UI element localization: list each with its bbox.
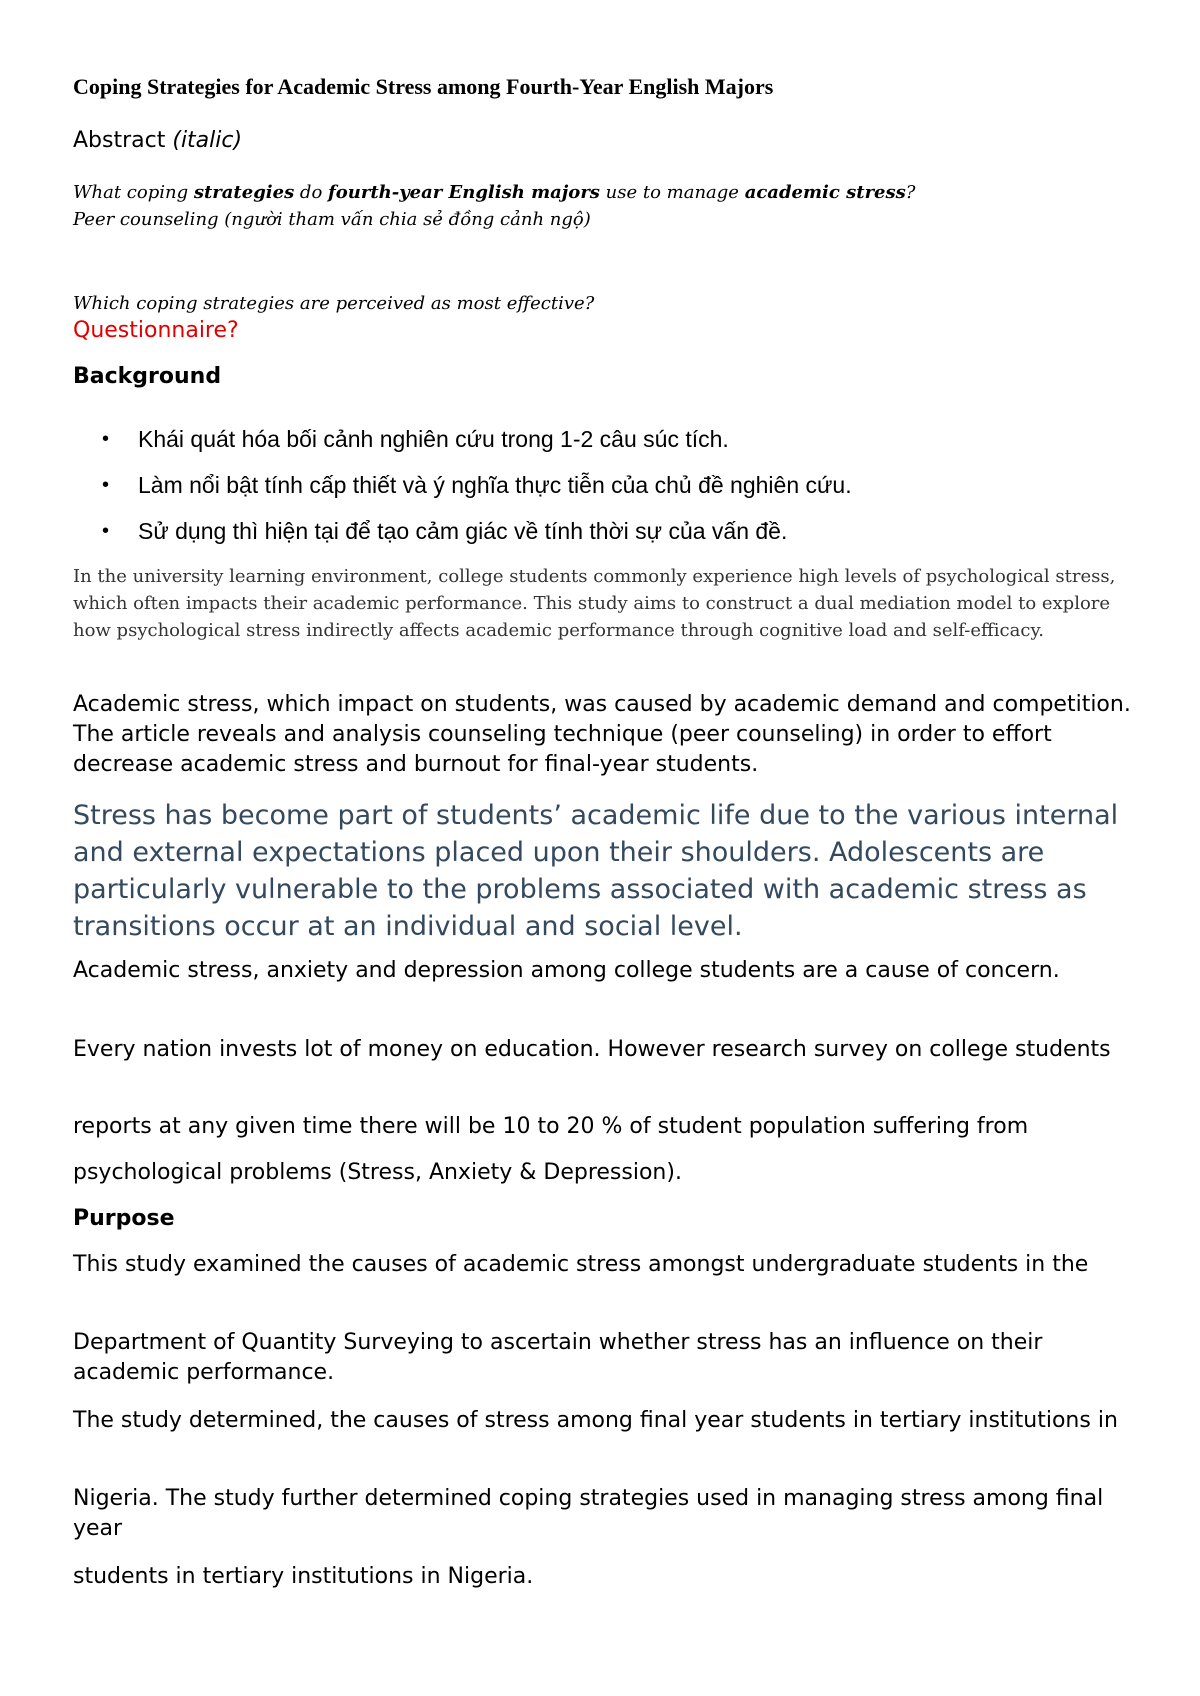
question-keyword: fourth-year English majors bbox=[328, 182, 600, 203]
document-title: Coping Strategies for Academic Stress among Fourth-Year English Majors bbox=[73, 74, 774, 99]
background-serif-paragraph: In the university learning environment, college students commonly experience high levels of psychological stress, which often impacts their academic performance. This study aims to construct a dual mediation model to explore how psychological stress indirectly affects academic performance through cognitive load and self-efficacy. bbox=[73, 566, 1116, 641]
background-paragraph-3: Academic stress, anxiety and depression among college students are a cause of concern. bbox=[73, 958, 1060, 983]
question-text: What coping bbox=[73, 182, 194, 203]
background-paragraph-4: Every nation invests lot of money on education. However research survey on college students bbox=[73, 1037, 1111, 1062]
question-keyword: strategies bbox=[193, 182, 295, 203]
research-question-2: Which coping strategies are perceived as most effective? bbox=[73, 293, 595, 314]
question-text: do bbox=[294, 182, 329, 203]
purpose-paragraph-3: The study determined, the causes of stress among final year students in tertiary institutions in bbox=[73, 1408, 1118, 1433]
purpose-paragraph-2: Department of Quantity Surveying to ascertain whether stress has an influence on their academic performance. bbox=[73, 1330, 1043, 1385]
background-paragraph-6: psychological problems (Stress, Anxiety & Depression). bbox=[73, 1160, 682, 1185]
background-paragraph-1: Academic stress, which impact on students, was caused by academic demand and competition. The article reveals and analysis counseling technique (peer counseling) in order to effort decrease academic stress and burnout for final-year students. bbox=[73, 692, 1131, 777]
background-paragraph-2: Stress has become part of students’ academic life due to the various internal and external expectations placed upon their shoulders. Adolescents are particularly vulnerable to the problems associated with academic stress as transitions occur at an individual and social level. bbox=[73, 800, 1119, 942]
abstract-note: (italic) bbox=[172, 128, 243, 153]
abstract-heading bbox=[73, 128, 242, 153]
purpose-heading: Purpose bbox=[73, 1206, 175, 1231]
background-bullet-list bbox=[138, 424, 852, 562]
purpose-paragraph-4: Nigeria. The study further determined coping strategies used in managing stress among final year bbox=[73, 1486, 1104, 1541]
question-text: ? bbox=[905, 182, 916, 203]
question-keyword: academic stress bbox=[744, 182, 906, 203]
research-question-1 bbox=[73, 180, 915, 206]
background-paragraph-5: reports at any given time there will be 10 to 20 % of student population suffering from bbox=[73, 1114, 1029, 1139]
questionnaire-note: Questionnaire? bbox=[73, 318, 239, 343]
peer-counseling-note: Peer counseling (người tham vấn chia sẻ đồng cảnh ngộ) bbox=[73, 209, 591, 230]
bullet-item: • Làm nổi bật tính cấp thiết và ý nghĩa thực tiễn của chủ đề nghiên cứu. bbox=[138, 470, 852, 516]
purpose-paragraph-1: This study examined the causes of academic stress amongst undergraduate students in the bbox=[73, 1252, 1089, 1277]
bullet-item: • Khái quát hóa bối cảnh nghiên cứu trong 1-2 câu súc tích. bbox=[138, 424, 852, 470]
question-text: use to manage bbox=[599, 182, 745, 203]
background-heading: Background bbox=[73, 364, 222, 389]
abstract-label: Abstract bbox=[73, 128, 166, 153]
purpose-paragraph-5: students in tertiary institutions in Nigeria. bbox=[73, 1564, 534, 1589]
bullet-item: • Sử dụng thì hiện tại để tạo cảm giác về tính thời sự của vấn đề. bbox=[138, 516, 852, 562]
